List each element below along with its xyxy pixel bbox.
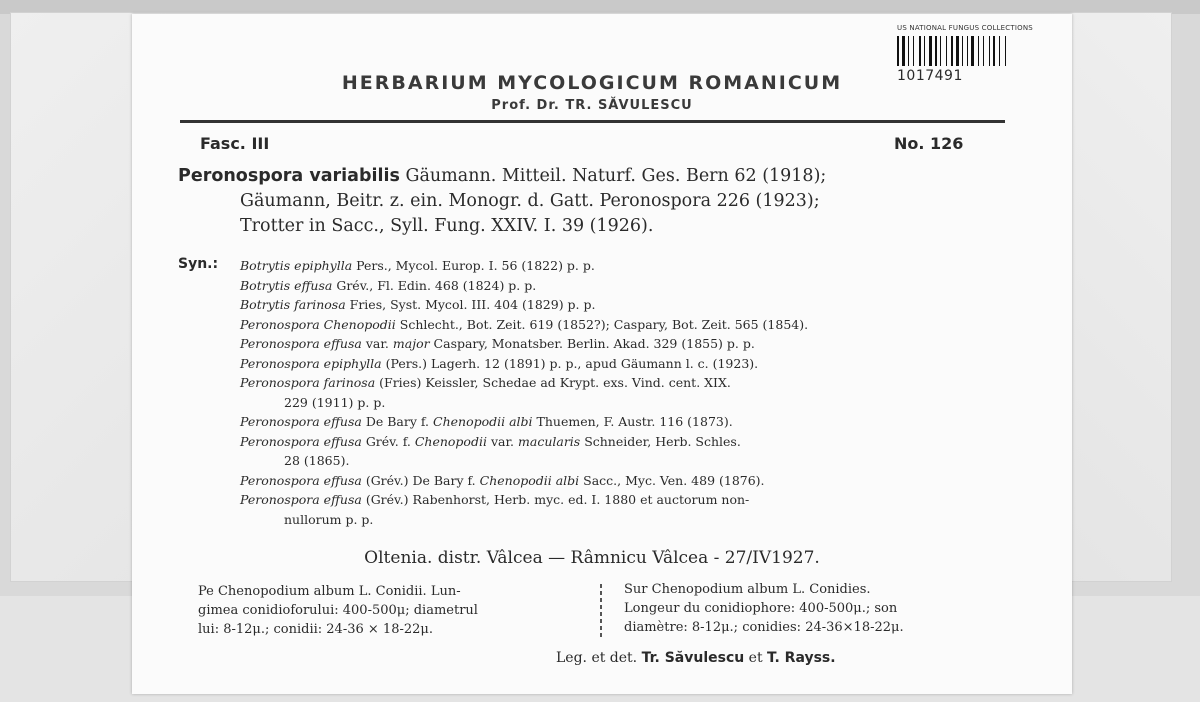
description-fr-line: Sur Chenopodium album L. Conidies. bbox=[624, 582, 871, 597]
synonym-taxon: major bbox=[392, 336, 430, 351]
description-fr-line: Longeur du conidiophore: 400-500μ.; son bbox=[624, 601, 898, 616]
synonym-reference: Grév. f. bbox=[361, 433, 415, 449]
synonym-entry bbox=[240, 471, 1015, 491]
synonym-reference: Fries, Syst. Mycol. III. 404 (1829) p. p. bbox=[345, 297, 596, 312]
synonym-taxon: Chenopodii bbox=[414, 433, 487, 449]
synonym-taxon: Botrytis effusa bbox=[240, 277, 333, 293]
specimen-number: No. 126 bbox=[894, 134, 964, 153]
species-citation-1: Gäumann. Mitteil. Naturf. Ges. Bern 62 (1918); bbox=[399, 166, 827, 186]
species-citation-3: Trotter in Sacc., Syll. Fung. XXIV. I. 39 (1926). bbox=[240, 216, 654, 236]
synonym-entry bbox=[240, 354, 1015, 374]
synonym-reference: var. bbox=[486, 433, 519, 449]
synonym-taxon: Botrytis epiphylla bbox=[240, 258, 353, 273]
synonym-taxon: Peronospora effusa bbox=[240, 433, 362, 449]
synonym-reference: var. bbox=[361, 336, 393, 351]
synonym-entry bbox=[240, 276, 1015, 296]
collector-name-1: Tr. Săvulescu bbox=[641, 650, 745, 666]
synonym-taxon: Botrytis farinosa bbox=[240, 297, 346, 312]
synonym-taxon: Chenopodii albi bbox=[433, 414, 533, 429]
description-ro-line: Pe Chenopodium album L. Conidii. Lun- bbox=[198, 584, 461, 599]
synonym-reference: Sacc., Myc. Ven. 489 (1876). bbox=[579, 472, 765, 488]
synonym-reference: Caspary, Monatsber. Berlin. Akad. 329 (1855) p. p. bbox=[429, 336, 755, 351]
barcode-number: 1017491 bbox=[897, 68, 963, 84]
locality-line: Oltenia. distr. Vâlcea — Râmnicu Vâlcea - 27/IV1927. bbox=[364, 548, 820, 568]
synonym-entry bbox=[240, 295, 1015, 315]
synonym-entry bbox=[240, 256, 1015, 276]
synonym-taxon: Peronospora farinosa bbox=[240, 375, 376, 390]
synonym-entry bbox=[240, 490, 1015, 510]
barcode-institution: US NATIONAL FUNGUS COLLECTIONS bbox=[897, 24, 1033, 32]
synonym-continuation: nullorum p. p. bbox=[284, 511, 374, 527]
synonym-reference: Pers., Mycol. Europ. I. 56 (1822) p. p. bbox=[352, 258, 595, 273]
synonym-reference: (Grév.) Rabenhorst, Herb. myc. ed. I. 1880 et auctorum non- bbox=[361, 492, 750, 507]
description-ro-line: lui: 8-12μ.; conidii: 24-36 × 18-22μ. bbox=[198, 622, 433, 637]
synonym-entry bbox=[240, 412, 1015, 432]
synonym-entry bbox=[240, 315, 1015, 335]
synonym-reference: Grév., Fl. Edin. 468 (1824) p. p. bbox=[332, 277, 537, 293]
synonym-taxon: Peronospora effusa bbox=[240, 472, 362, 488]
collector-line bbox=[556, 650, 836, 666]
synonym-reference: Schlecht., Bot. Zeit. 619 (1852?); Caspary, Bot. Zeit. 565 (1854). bbox=[395, 316, 809, 332]
collector-conj: et bbox=[744, 650, 768, 666]
herbarium-title: HERBARIUM MYCOLOGICUM ROMANICUM bbox=[341, 72, 843, 94]
barcode-bars bbox=[897, 36, 1045, 66]
synonyms-list bbox=[240, 256, 1015, 529]
description-ro-line: gimea conidioforului: 400-500μ; diametrul bbox=[198, 603, 478, 618]
header-rule bbox=[180, 120, 1005, 123]
synonym-entry bbox=[240, 432, 1015, 452]
herbarium-label bbox=[132, 14, 1072, 694]
species-name: Peronospora variabilis bbox=[178, 166, 400, 186]
synonym-reference: Thuemen, F. Austr. 116 (1873). bbox=[532, 414, 733, 429]
synonyms-label: Syn.: bbox=[178, 256, 219, 272]
species-block bbox=[178, 164, 1013, 239]
synonym-reference: (Grév.) De Bary f. bbox=[361, 472, 480, 488]
herbarium-subtitle: Prof. Dr. TR. SĂVULESCU bbox=[491, 98, 693, 113]
description-fr-line: diamètre: 8-12μ.; conidies: 24-36×18-22μ. bbox=[624, 620, 904, 635]
synonym-reference: De Bary f. bbox=[361, 414, 433, 429]
synonym-taxon: Peronospora Chenopodii bbox=[240, 316, 396, 332]
synonym-taxon: Peronospora effusa bbox=[240, 414, 362, 429]
synonym-taxon: Peronospora effusa bbox=[240, 492, 362, 507]
fascicle-label: Fasc. III bbox=[200, 134, 270, 153]
synonym-reference: (Pers.) Lagerh. 12 (1891) p. p., apud Gäumann l. c. (1923). bbox=[381, 355, 759, 371]
synonym-taxon: Chenopodii albi bbox=[479, 472, 580, 488]
synonym-entry bbox=[240, 373, 1015, 393]
synonym-continuation: 28 (1865). bbox=[284, 453, 350, 468]
description-french bbox=[624, 580, 1024, 637]
description-romanian bbox=[198, 582, 538, 639]
species-citation-2: Gäumann, Beitr. z. ein. Monogr. d. Gatt. Peronospora 226 (1923); bbox=[240, 191, 820, 211]
synonym-taxon: Peronospora effusa bbox=[240, 336, 362, 351]
synonym-taxon: macularis bbox=[518, 433, 581, 449]
collector-name-2: T. Rayss. bbox=[767, 650, 836, 666]
column-divider bbox=[600, 584, 602, 640]
synonym-entry bbox=[240, 334, 1015, 354]
synonym-continuation: 229 (1911) p. p. bbox=[284, 394, 386, 410]
synonym-reference: (Fries) Keissler, Schedae ad Krypt. exs. Vind. cent. XIX. bbox=[375, 375, 731, 390]
collector-prefix: Leg. et det. bbox=[556, 650, 642, 666]
synonym-taxon: Peronospora epiphylla bbox=[240, 355, 382, 371]
synonym-reference: Schneider, Herb. Schles. bbox=[580, 433, 741, 449]
